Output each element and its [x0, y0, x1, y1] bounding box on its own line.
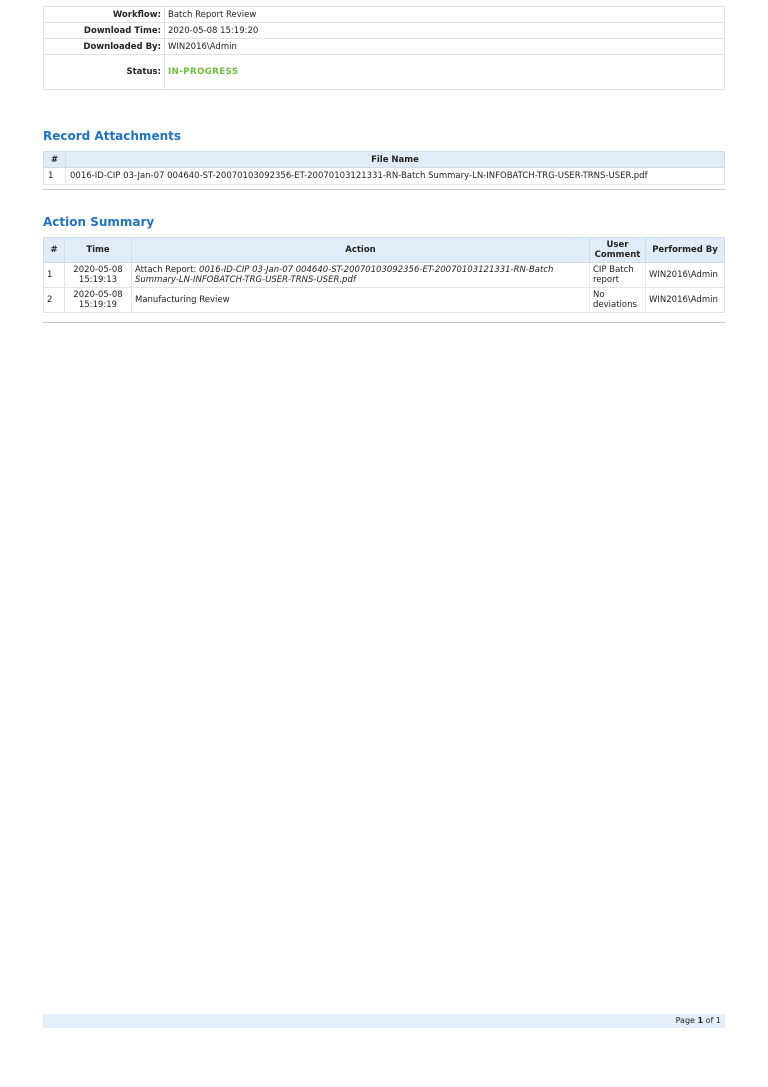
action-comment: CIP Batch report: [590, 263, 646, 288]
action-date: 2020-05-08: [73, 265, 123, 275]
status-label: Status:: [44, 55, 165, 90]
table-row: [44, 288, 725, 313]
action-col-comment: User Comment: [590, 238, 646, 263]
action-clock: 15:19:13: [78, 275, 118, 285]
action-file-link[interactable]: 0016-ID-CIP 03-Jan-07 004640-ST-20070103092356-ET-20070103121331-RN-Batch Summary-LN-INFOBATCH-TRG-USER-TRNS-USER.pdf: [135, 265, 554, 285]
downloaded-by-value: WIN2016\Admin: [165, 39, 725, 55]
action-description: [132, 288, 590, 313]
info-row-downloaded-by: [44, 39, 725, 55]
info-row-download-time: [44, 23, 725, 39]
report-info-table: [43, 6, 725, 90]
action-num: 1: [44, 263, 65, 288]
table-row: [44, 263, 725, 288]
info-row-status: [44, 55, 725, 90]
status-badge: IN-PROGRESS: [168, 67, 239, 77]
attachments-col-num: #: [44, 152, 66, 168]
action-clock: 15:19:19: [78, 300, 118, 310]
action-summary-divider: [43, 322, 725, 323]
action-col-num: #: [44, 238, 65, 263]
action-performed-by: WIN2016\Admin: [646, 263, 725, 288]
page-indicator: [676, 1016, 725, 1025]
attachment-num: 1: [44, 168, 66, 185]
record-attachments-title: Record Attachments: [43, 129, 181, 143]
action-summary-title: Action Summary: [43, 215, 155, 229]
attachments-divider: [43, 189, 725, 190]
attachments-col-file: File Name: [66, 152, 725, 168]
workflow-label: Workflow:: [44, 7, 165, 23]
action-comment: No deviations: [590, 288, 646, 313]
action-time: [65, 288, 132, 313]
action-header-row: [44, 238, 725, 263]
action-time: [65, 263, 132, 288]
action-performed-by: WIN2016\Admin: [646, 288, 725, 313]
page-total: 1: [715, 1016, 721, 1025]
table-row: [44, 168, 725, 185]
action-prefix: Manufacturing Review: [135, 295, 230, 305]
attachments-header-row: [44, 152, 725, 168]
attachment-file-link[interactable]: 0016-ID-CIP 03-Jan-07 004640-ST-20070103092356-ET-20070103121331-RN-Batch Summary-LN-INFOBATCH-TRG-USER-TRNS-USER.pdf: [66, 168, 725, 185]
attachments-table: [43, 151, 725, 185]
download-time-label: Download Time:: [44, 23, 165, 39]
action-summary-table: [43, 237, 725, 313]
action-num: 2: [44, 288, 65, 313]
action-prefix: Attach Report:: [135, 265, 200, 275]
info-row-workflow: [44, 7, 725, 23]
action-col-time: Time: [65, 238, 132, 263]
action-col-action: Action: [132, 238, 590, 263]
page-current: 1: [697, 1016, 704, 1025]
action-description: [132, 263, 590, 288]
page-of-label: of: [705, 1016, 714, 1025]
download-time-value: 2020-05-08 15:19:20: [165, 23, 725, 39]
workflow-value: Batch Report Review: [165, 7, 725, 23]
page-label: Page: [675, 1016, 695, 1025]
status-cell: [165, 55, 725, 90]
action-col-performed-by: Performed By: [646, 238, 725, 263]
page-footer: [43, 1014, 725, 1028]
downloaded-by-label: Downloaded By:: [44, 39, 165, 55]
action-date: 2020-05-08: [73, 290, 123, 300]
